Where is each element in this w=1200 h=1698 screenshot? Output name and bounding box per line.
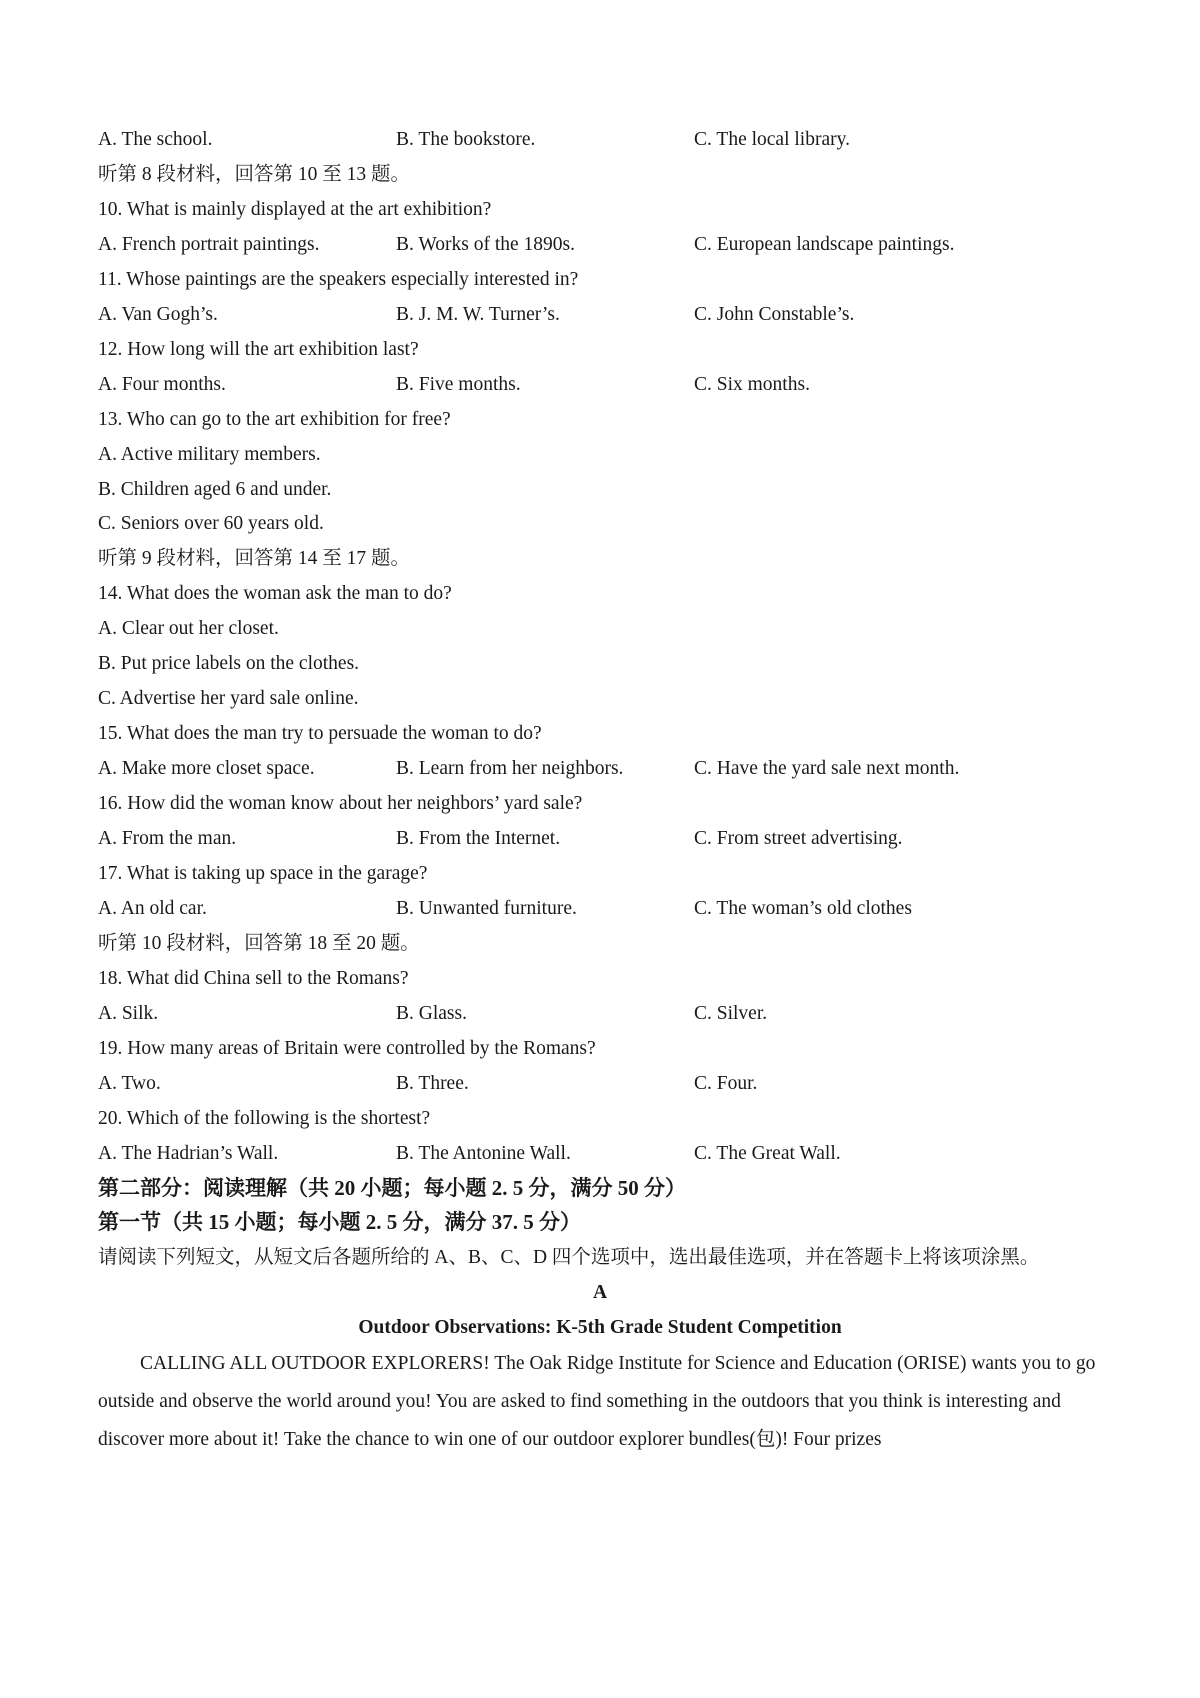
text-line: 12. How long will the art exhibition last?	[98, 338, 419, 360]
text-line: 听第 9 段材料，回答第 14 至 17 题。	[98, 548, 411, 570]
text-line: A. Clear out her closet.	[98, 618, 279, 640]
text-line: 16. How did the woman know about her neighbors’ yard sale?	[98, 793, 583, 815]
option-b: B. Five months.	[396, 373, 521, 395]
option-a: A. An old car.	[98, 897, 207, 919]
text-line: 17. What is taking up space in the garage?	[98, 862, 428, 884]
option-b: B. The bookstore.	[396, 129, 536, 150]
text-line: C. Seniors over 60 years old.	[98, 513, 324, 535]
passage-paragraph: CALLING ALL OUTDOOR EXPLORERS! The Oak Ridge Institute for Science and Education (ORISE) wants you to go outside and observe the world around you! You are asked to find something in the outdoors that you think is interesting and discover more about it! Take the chance to win one of our outdoor explorer bundles(包)! Four prizes	[98, 1353, 1096, 1451]
section-heading: A	[592, 1282, 608, 1304]
option-b: B. Learn from her neighbors.	[396, 758, 624, 780]
option-c: C. European landscape paintings.	[694, 233, 955, 255]
text-line: B. Put price labels on the clothes.	[98, 653, 360, 675]
option-a: A. Make more closet space.	[98, 758, 315, 780]
section-heading: Outdoor Observations: K-5th Grade Student Competition	[358, 1317, 842, 1339]
text-line: A. Active military members.	[98, 443, 321, 465]
option-c: C. From street advertising.	[694, 828, 903, 849]
option-c: C. Have the yard sale next month.	[694, 758, 960, 780]
option-a: A. The Hadrian’s Wall.	[98, 1142, 279, 1164]
option-c: C. Six months.	[694, 373, 810, 395]
option-a: A. Silk.	[98, 1002, 159, 1024]
option-b: B. J. M. W. Turner’s.	[396, 303, 560, 325]
text-line: 11. Whose paintings are the speakers especially interested in?	[98, 268, 579, 290]
option-a: A. Van Gogh’s.	[98, 303, 218, 325]
option-a: A. The school.	[98, 129, 213, 150]
text-line: 19. How many areas of Britain were controlled by the Romans?	[98, 1037, 596, 1059]
text-line: 请阅读下列短文，从短文后各题所给的 A、B、C、D 四个选项中，选出最佳选项，并在答题卡上将该项涂黑。	[98, 1247, 1040, 1269]
part-heading: 第二部分：阅读理解（共 20 小题；每小题 2. 5 分，满分 50 分）	[98, 1175, 686, 1200]
option-a: A. Two.	[98, 1072, 161, 1094]
text-line: B. Children aged 6 and under.	[98, 478, 332, 500]
option-c: C. The local library.	[694, 129, 850, 150]
option-c: C. Silver.	[694, 1002, 768, 1024]
option-a: A. French portrait paintings.	[98, 233, 320, 255]
option-b: B. From the Internet.	[396, 828, 561, 849]
text-line: 14. What does the woman ask the man to do?	[98, 583, 452, 605]
option-b: B. Glass.	[396, 1002, 467, 1024]
option-b: B. Three.	[396, 1072, 469, 1094]
text-line: 听第 10 段材料，回答第 18 至 20 题。	[98, 932, 420, 954]
option-c: C. The Great Wall.	[694, 1142, 841, 1164]
part-heading: 第一节（共 15 小题；每小题 2. 5 分，满分 37. 5 分）	[98, 1210, 581, 1235]
option-b: B. Works of the 1890s.	[396, 233, 575, 255]
text-line: 15. What does the man try to persuade the woman to do?	[98, 723, 542, 745]
option-c: C. Four.	[694, 1072, 758, 1094]
option-a: A. Four months.	[98, 373, 226, 395]
option-c: C. The woman’s old clothes	[694, 897, 912, 919]
option-a: A. From the man.	[98, 828, 237, 849]
option-c: C. John Constable’s.	[694, 303, 855, 325]
option-b: B. Unwanted furniture.	[396, 897, 577, 919]
option-b: B. The Antonine Wall.	[396, 1142, 571, 1164]
text-line: 13. Who can go to the art exhibition for free?	[98, 408, 451, 430]
text-line: 20. Which of the following is the shortest?	[98, 1107, 431, 1129]
text-line: 10. What is mainly displayed at the art exhibition?	[98, 198, 492, 220]
text-line: 18. What did China sell to the Romans?	[98, 967, 409, 989]
text-line: C. Advertise her yard sale online.	[98, 688, 359, 710]
text-line: 听第 8 段材料，回答第 10 至 13 题。	[98, 163, 411, 185]
